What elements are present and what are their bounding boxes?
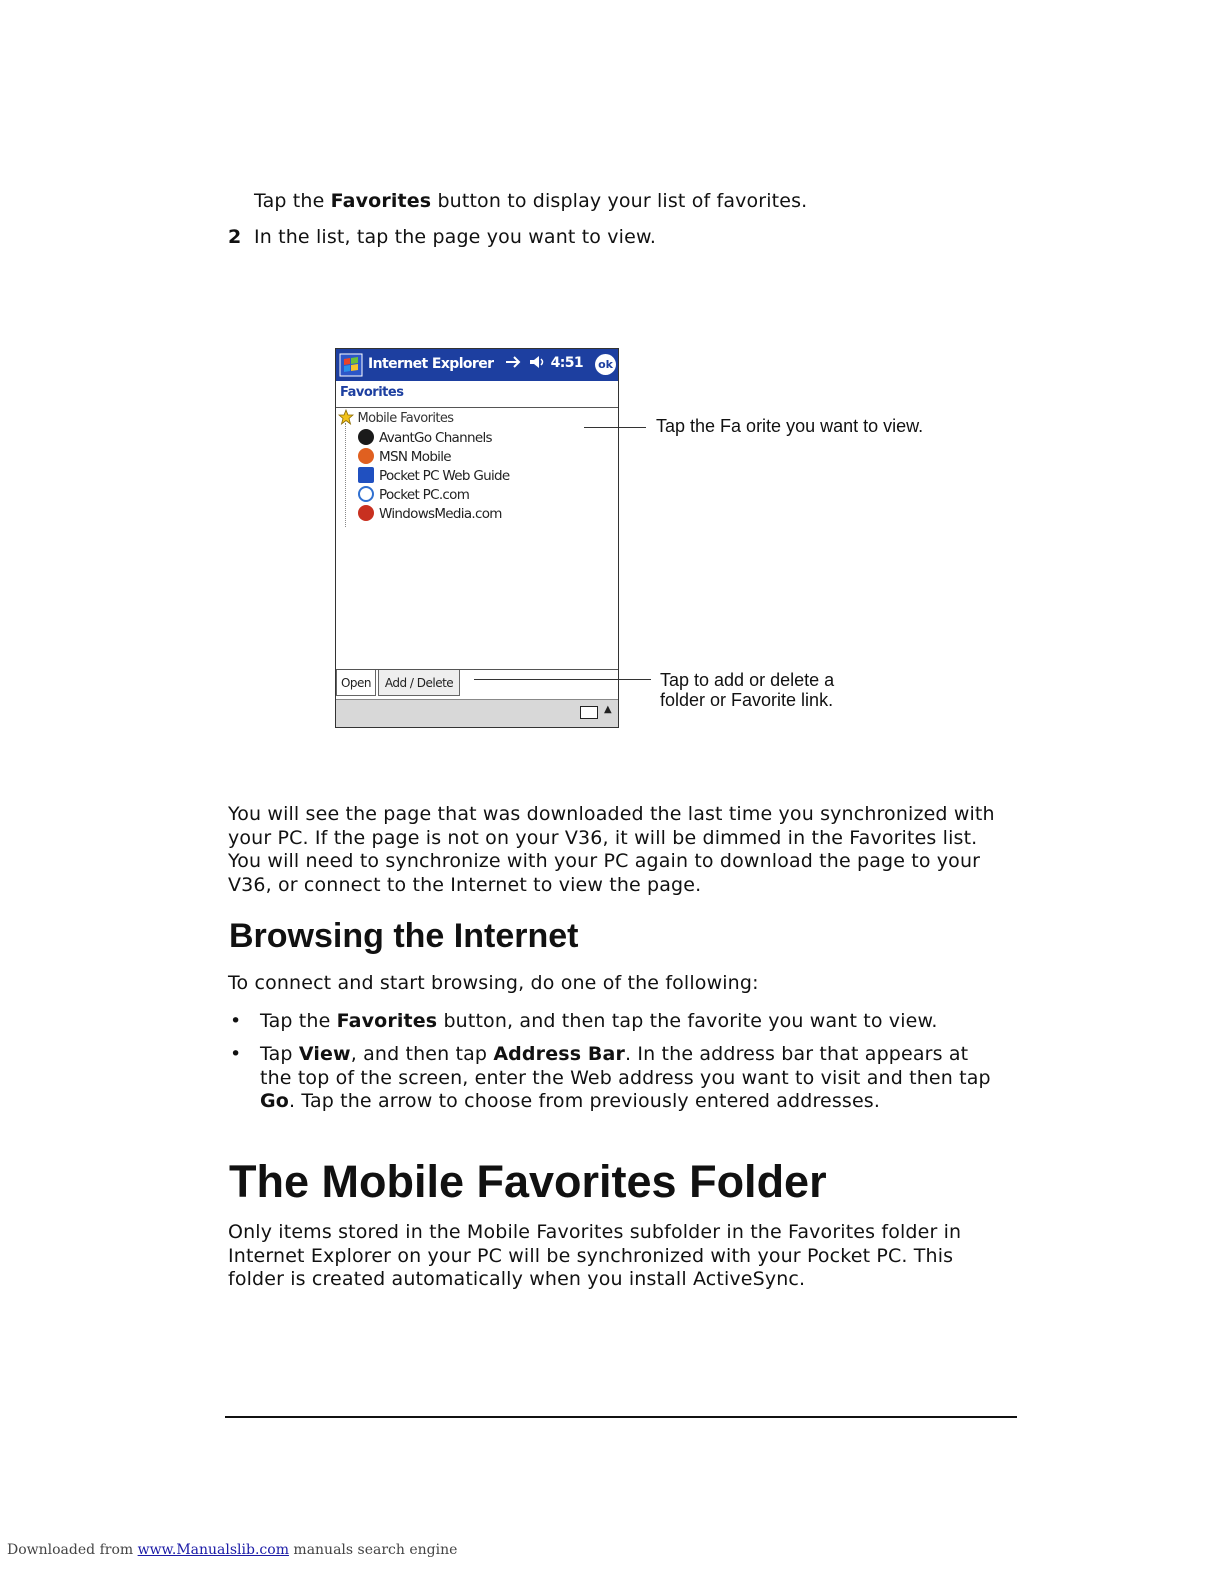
step-2-text: In the list, tap the page you want to view.	[254, 226, 657, 248]
list-item[interactable]	[358, 429, 492, 446]
list-item-label: MSN Mobile	[379, 449, 451, 465]
paragraph-line: Internet Explorer on your PC will be synchronized with your Pocket PC. This	[228, 1244, 954, 1267]
paragraph-line: folder is created automatically when you install ActiveSync.	[228, 1268, 806, 1290]
tab-open[interactable]: Open	[336, 670, 376, 696]
app-title: Internet Explorer	[368, 356, 494, 372]
paragraph-line: V36, or connect to the Internet to view the page.	[228, 873, 702, 896]
paragraph-line: You will need to synchronize with your PC again to download the page to your	[228, 850, 981, 872]
windows-start-icon[interactable]	[339, 353, 363, 377]
clock-icon	[358, 486, 374, 502]
ok-button[interactable]: ok	[595, 354, 616, 375]
bullet-address-bar: Tap View, and then tap Address Bar. In the address bar that appears at the top of the screen, enter the Web address you want to visit and then tap Go. Tap the arrow to choose from previously entered addresses.	[260, 1043, 991, 1112]
step-1-text: Tap the Favorites button to display your list of favorites.	[254, 190, 808, 212]
list-item-label: Pocket PC Web Guide	[379, 468, 510, 484]
paragraph-line: You will see the page that was downloaded the last time you synchronized with	[228, 803, 995, 825]
list-item[interactable]	[358, 486, 469, 503]
clock[interactable]: 4:51	[550, 355, 583, 371]
connection-icon[interactable]	[504, 354, 524, 370]
list-item-label: AvantGo Channels	[379, 430, 492, 446]
manualslib-link[interactable]: www.Manualslib.com	[137, 1542, 289, 1558]
callout-add-delete-line-1: Tap to add or delete a	[660, 670, 835, 690]
callout-add-delete-line-2: folder or Favorite link.	[660, 690, 834, 710]
heading-mobile-favorites: The Mobile Favorites Folder	[229, 1156, 827, 1207]
tab-add-delete[interactable]: Add / Delete	[378, 670, 460, 696]
title-bar	[336, 349, 618, 381]
star-folder-icon	[338, 409, 354, 425]
bullet-favorites: Tap the Favorites button, and then tap the favorite you want to view.	[260, 1010, 938, 1032]
heading-browsing: Browsing the Internet	[229, 917, 579, 955]
browsing-intro: To connect and start browsing, do one of the following:	[228, 972, 759, 994]
avantgo-icon	[358, 429, 374, 445]
favorites-header: Favorites	[340, 385, 404, 400]
list-item-label: Pocket PC.com	[379, 487, 470, 503]
paragraph-line: your PC. If the page is not on your V36, it will be dimmed in the Favorites list.	[228, 826, 978, 849]
callout-leader-add-delete	[474, 679, 651, 680]
step-2-number: 2	[228, 226, 242, 248]
list-item-label: WindowsMedia.com	[379, 506, 502, 522]
command-bar	[336, 699, 618, 728]
keyboard-icon[interactable]	[580, 706, 598, 719]
tree-root-label: Mobile Favorites	[357, 411, 454, 426]
web-guide-icon	[358, 467, 374, 483]
status-area	[504, 354, 583, 371]
tree-root-mobile-favorites[interactable]	[338, 409, 453, 426]
callout-leader-favorite	[584, 427, 646, 428]
windows-media-icon	[358, 505, 374, 521]
paragraph-sync-info	[228, 803, 995, 897]
list-item[interactable]	[358, 505, 502, 522]
msn-butterfly-icon	[358, 448, 374, 464]
tree-connector	[345, 423, 346, 527]
list-item[interactable]	[358, 448, 451, 465]
callout-favorite: Tap the Fa orite you want to view.	[656, 416, 924, 436]
callout-add-delete	[660, 670, 834, 710]
tab-bar	[336, 669, 618, 698]
paragraph-line: Only items stored in the Mobile Favorites subfolder in the Favorites folder in	[228, 1221, 962, 1243]
pocket-pc-screenshot	[335, 348, 619, 728]
header-divider	[336, 407, 618, 408]
bullet-marker: •	[230, 1043, 242, 1065]
list-item[interactable]	[358, 467, 510, 484]
speaker-icon[interactable]	[528, 354, 546, 370]
download-footer: Downloaded from www.Manualslib.com manuals search engine	[7, 1542, 458, 1558]
paragraph-mobile-favorites	[228, 1221, 961, 1292]
bullet-marker: •	[230, 1010, 242, 1032]
input-arrow-icon[interactable]: ▲	[604, 704, 612, 715]
footer-rule	[225, 1416, 1017, 1418]
